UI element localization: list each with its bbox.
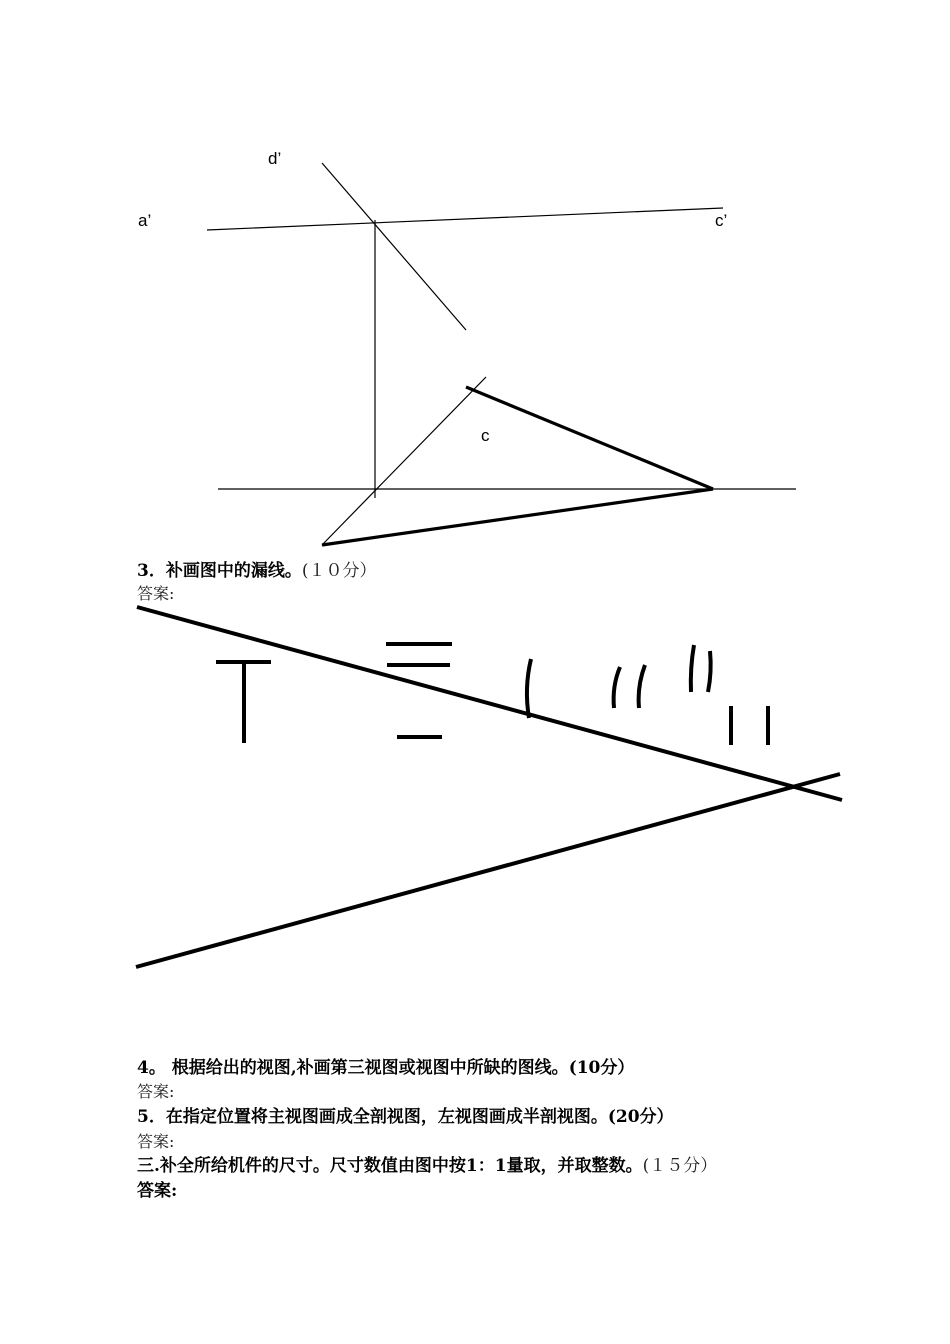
question-4-answer-label: 答案: (137, 1082, 175, 1101)
curve-stroke-1 (527, 659, 531, 718)
question-text: 补画图中的漏线。 (165, 561, 302, 581)
question-5-title: 5．在指定位置将主视图画成全剖视图，左视图画成半剖视图。(20分） (137, 1107, 674, 1127)
long-diagonal-lower (136, 774, 840, 967)
label-d-prime: d’ (268, 149, 282, 168)
question-5-answer-label: 答案: (137, 1132, 175, 1151)
question-number: 3 (137, 561, 149, 581)
question-score: (20分） (607, 1107, 674, 1127)
section-3-title (137, 1155, 717, 1177)
question-number: 4 (137, 1058, 149, 1078)
label-c: c (481, 426, 490, 445)
question-score: (１０分） (301, 561, 377, 581)
question-4-title: 4。 根据给出的视图,补画第三视图或视图中所缺的图线。(10分） (137, 1058, 635, 1078)
curve-stroke-2 (614, 667, 620, 708)
label-a-prime: a’ (138, 211, 152, 230)
curve-stroke-5 (708, 651, 711, 692)
question-number: 三. (137, 1156, 160, 1176)
question-3-answer-label: 答案: (137, 584, 175, 603)
question-score: (１５分） (642, 1156, 718, 1176)
question-text: 补全所给机件的尺寸。尺寸数值由图中按1：1量取，并取整数。 (159, 1156, 643, 1176)
curve-stroke-4 (691, 645, 694, 692)
question-score: (10分） (568, 1058, 635, 1078)
question-text: 在指定位置将主视图画成全剖视图，左视图画成半剖视图。 (165, 1107, 608, 1127)
question-3-title: 3．补画图中的漏线。(１０分） (137, 561, 377, 581)
question-text: 根据给出的视图,补画第三视图或视图中所缺的图线。 (171, 1058, 569, 1078)
section-3-answer-label: 答案: (137, 1181, 178, 1201)
curve-stroke-3 (639, 665, 645, 708)
question-number: 5 (137, 1107, 149, 1127)
label-c-prime: c’ (715, 211, 728, 230)
